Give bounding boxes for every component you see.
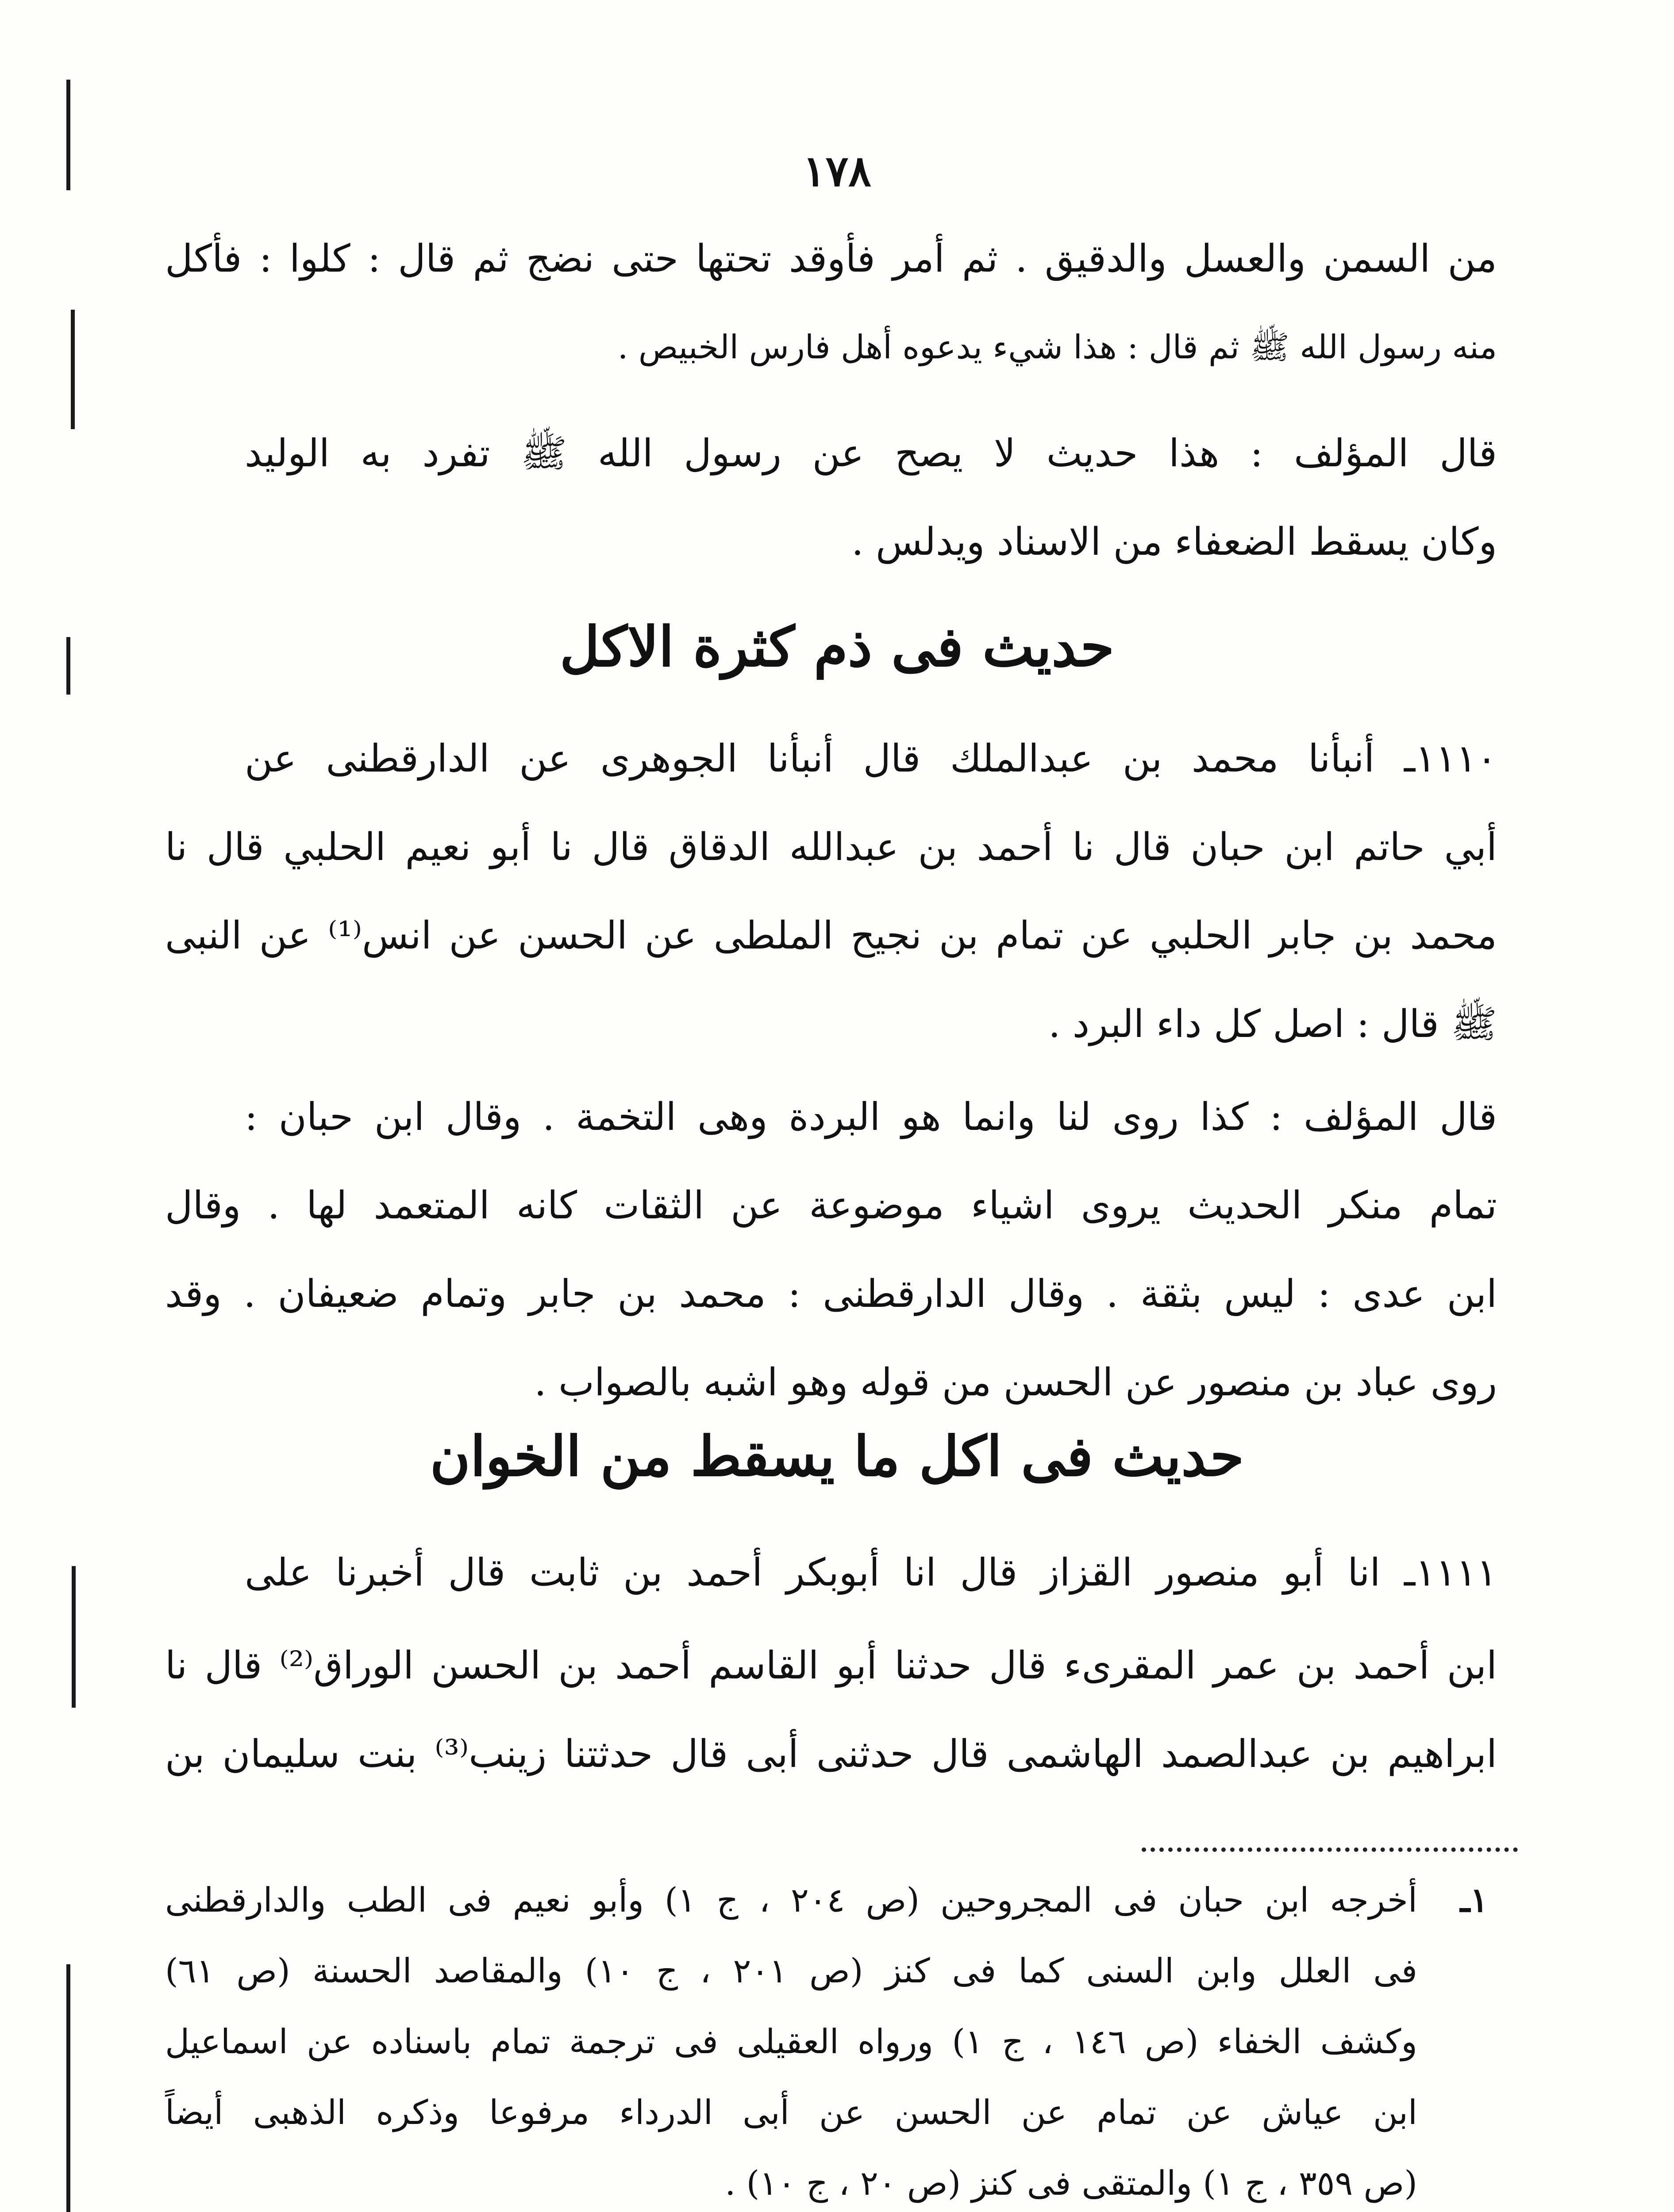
page-number: ١٧٨ [803,146,871,196]
text-line: من السمن والعسل والدقيق . ثم أمر فأوقد تحتها حتى نضج ثم قال : كلوا : فأكل [165,237,1497,281]
text-line: ١١١٠ـ أنبأنا محمد بن عبدالملك قال أنبأنا الجوهرى عن الدارقطنى عن [245,737,1497,781]
footnote-line: (ص ٣٥٩ ، ج ١) والمتقى فى كنز (ص ٢٠ ، ج ١٠) . [725,2163,1417,2203]
text-line: ابن أحمد بن عمر المقرىء قال حدثنا أبو القاسم أحمد بن الحسن الوراق⁽²⁾ قال نا [165,1644,1497,1688]
section-heading: حديث فى ذم كثرة الاكل [559,615,1115,679]
text-line: ﷺ قال : اصل كل داء البرد . [1048,1002,1497,1046]
footnote-separator [1142,1847,1518,1852]
footnote-line: فى العلل وابن السنى كما فى كنز (ص ٢٠١ ، ج ١٠) والمقاصد الحسنة (ص ٦١) [165,1951,1417,1990]
section-heading: حديث فى اكل ما يسقط من الخوان [430,1425,1244,1489]
scan-edge-mark [72,1566,76,1708]
footnote-line: أخرجه ابن حبان فى المجروحين (ص ٢٠٤ ، ج ١) وأبو نعيم فى الطب والدارقطنى [165,1880,1417,1920]
scan-edge-mark [71,310,75,429]
text-line: ابراهيم بن عبدالصمد الهاشمى قال حدثنى أبى قال حدثتنا زينب⁽³⁾ بنت سليمان بن [165,1732,1497,1776]
text-line: قال المؤلف : هذا حديث لا يصح عن رسول الله ﷺ تفرد به الوليد [245,431,1497,476]
text-line: محمد بن جابر الحلبي عن تمام بن نجيح الملطى عن الحسن عن انس⁽¹⁾ عن النبى [165,914,1497,958]
text-line: قال المؤلف : كذا روى لنا وانما هو البردة وهى التخمة . وقال ابن حبان : [245,1095,1497,1139]
text-line: ابن عدى : ليس بثقة . وقال الدارقطنى : محمد بن جابر وتمام ضعيفان . وقد [165,1272,1497,1316]
footnote-line: وكشف الخفاء (ص ١٤٦ ، ج ١) ورواه العقيلى فى ترجمة تمام باسناده عن اسماعيل [165,2022,1418,2061]
text-line: وكان يسقط الضعفاء من الاسناد ويدلس . [851,520,1497,564]
footnote-marker: ١ـ [1460,1880,1488,1920]
text-line: تمام منكر الحديث يروى اشياء موضوعة عن الثقات كانه المتعمد لها . وقال [165,1183,1497,1228]
text-line: منه رسول الله ﷺ ثم قال : هذا شيء يدعوه أهل فارس الخبيص . [617,328,1497,366]
text-line: أبي حاتم ابن حبان قال نا أحمد بن عبدالله الدقاق قال نا أبو نعيم الحلبي قال نا [165,825,1497,869]
text-line: ١١١١ـ انا أبو منصور القزاز قال انا أبوبكر أحمد بن ثابت قال أخبرنا على [245,1551,1497,1595]
text-line: روى عباد بن منصور عن الحسن من قوله وهو اشبه بالصواب . [534,1360,1497,1405]
footnote-line: ابن عياش عن تمام عن الحسن عن أبى الدرداء مرفوعا وذكره الذهبى أيضاً [165,2093,1417,2132]
scan-edge-mark [66,1964,70,2212]
